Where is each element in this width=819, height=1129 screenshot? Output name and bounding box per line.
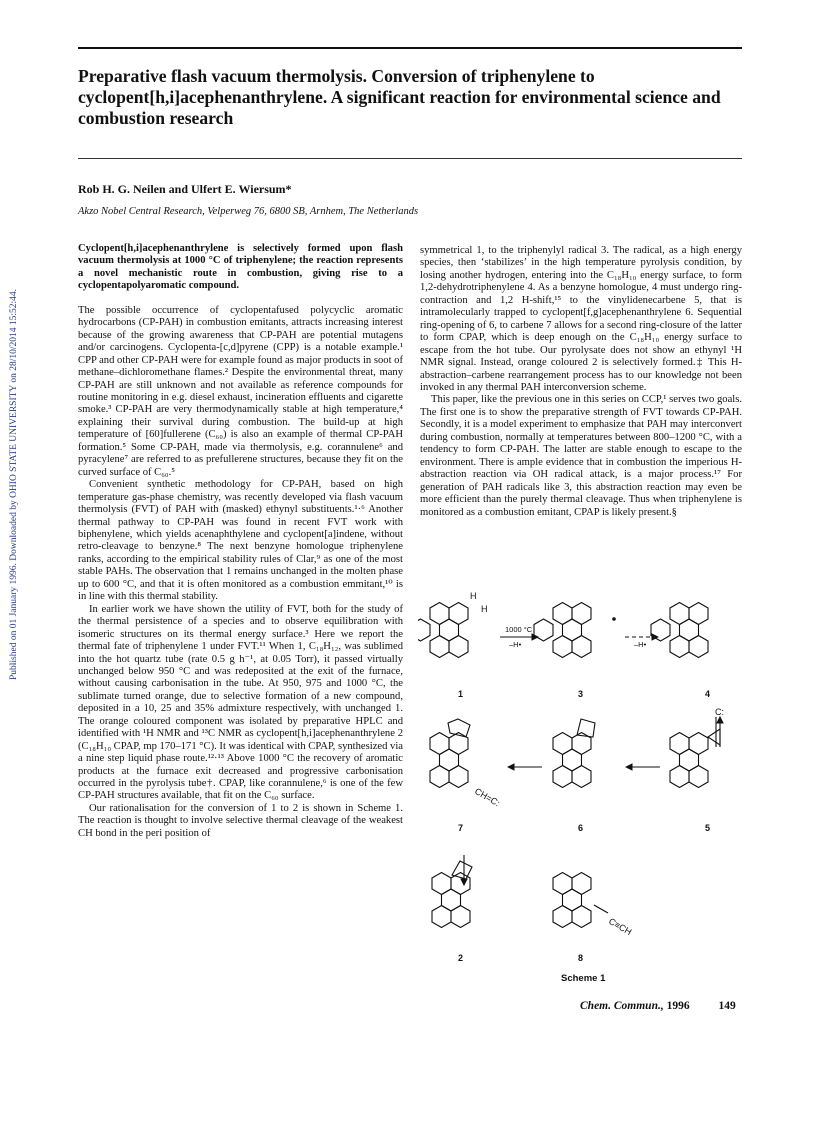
c-ch-label: C≡CH bbox=[607, 916, 634, 938]
compound-label-6: 6 bbox=[578, 823, 584, 833]
journal-year: 1996 bbox=[666, 1000, 690, 1012]
compound-3 bbox=[534, 603, 591, 658]
compound-4 bbox=[651, 603, 708, 658]
compound-6 bbox=[553, 719, 595, 788]
compound-label-7: 7 bbox=[458, 823, 464, 833]
compound-1 bbox=[418, 603, 468, 658]
body-paragraph: Our rationalisation for the conversion of 1 to 2 is shown in Scheme 1. The reaction is thought to involve selective thermal cleavage of the weakest CH bond in the peri position of bbox=[78, 802, 403, 839]
article-title: Preparative flash vacuum thermolysis. Conversion of triphenylene to cyclopent[h,i]acephenanthrylene. A significant reaction for environmental science and combustion research bbox=[78, 66, 721, 128]
compound-label-3: 3 bbox=[578, 689, 584, 699]
title-rule bbox=[78, 158, 742, 159]
body-paragraph: In earlier work we have shown the utility of FVT, both for the study of the thermal persistence of a species and to observe equilibration with isomeric structures on its thermal energy surface.³ Here we report the thermal fate of triphenylene 1 under FVT.¹¹ When 1, C₁₈H₁₂, was sublimed into the hot quartz tube (rate 0.5 g h⁻¹, at 0.05 Torr), it passed virtually unchanged below 950 °C and was redeposited at the exit of the furnace, without causing carbonisation in the tube. At 950, 975 and 1000 °C, the sublimate turned orange, due to selective formation of a new compound, deposited in a 10, 25 and 35% admixture respectively, with unchanged 1. The orange coloured component was isolated by preparative HPLC and identified with ¹H NMR and ¹³C NMR as cyclopent[h,i]acephenanthrylene 2 (C₁₈H₁₀ CPAP, mp 170–171 °C). It was identical with CPAP, synthesized via a nine step liquid phase route.¹²·¹³ Above 1000 °C the recovery of aromatic products at the furnace exit decreased and progressive carbonisation occurred in the pyrolysis tube†. CPAP, like corannulene,⁶ is one of the few CP-PAH structures available, that fit on the C₆₀ surface. bbox=[78, 603, 403, 802]
affiliation: Akzo Nobel Central Research, Velperweg 76, 6800 SB, Arnhem, The Netherlands bbox=[78, 206, 419, 217]
atom-h-label: H bbox=[470, 591, 477, 601]
compound-label-1: 1 bbox=[458, 689, 464, 699]
ch-c-label: CH=C: bbox=[473, 786, 502, 809]
compound-label-4: 4 bbox=[705, 689, 711, 699]
scheme-drawing bbox=[418, 587, 744, 992]
page-footer bbox=[580, 1000, 736, 1012]
arrow1-top-label: 1000 °C bbox=[505, 625, 533, 634]
body-paragraph: symmetrical 1, to the triphenylyl radical 3. The radical, as a high energy species, then ‘stabilizes’ in the high temperature pyrolysis condition, by losing another hydrogen, entering into the C₁₈H₁₀ energy surface, to form 1,2-dehydrotriphenylene 4. As a benzyne homologue, 4 must undergo ring-contraction and 1,2 H-shift,¹⁵ to the vinylidenecarbene 5, that is intramolecularly trapped to cyclopent[f,g]acephenanthrylene 6. Sequential ring-opening of 6, to carbene 7 allows for a second ring-closure of the latter to form CPAP, which is deep enough on the C₁₈H₁₀ energy surface to escape from the hot tube. Our pyrolysate does not show an ethynyl ¹H NMR signal. Instead, orange coloured 2 is selectively formed.‡ This H-abstraction–carbene rearrangement process has to our knowledge not been invoked in any thermal PAH interconversion scheme. bbox=[420, 245, 742, 393]
compound-5 bbox=[670, 729, 720, 788]
page-number: 149 bbox=[718, 1000, 736, 1012]
journal-name: Chem. Commun., bbox=[580, 1000, 664, 1012]
ethynyl-bond bbox=[594, 905, 608, 913]
author-list: Rob H. G. Neilen and Ulfert E. Wiersum* bbox=[78, 182, 292, 196]
watermark-text: Published on 01 January 1996. Downloaded by OHIO STATE UNIVERSITY on 28/10/2014 15:52:44. bbox=[9, 289, 19, 680]
arrow2-bottom-label: –H• bbox=[634, 640, 647, 649]
right-column bbox=[420, 245, 742, 519]
download-watermark bbox=[2, 220, 19, 680]
body-paragraph: Convenient synthetic methodology for CP-PAH, based on high temperature gas-phase chemistry, was recently developed via flash vacuum thermolysis (FVT) of PAH with (masked) ethynyl substituents.¹·⁶ Another thermal pathway to CP-PAH was found in recent FVT work with biphenylene, which yields acenaphthylene and cyclopent[a]indene, without retro-cleavage to benzyne.⁸ The next benzyne homologue triphenylene ranks, according to the empirical stability rules of Clar,⁹ as one of the most stable PAHs. The observation that 1 remains unchanged in the molten phase up to 600 °C, and that it is often monitored as a combustion emmitant,¹⁰ is in line with this thermal stability. bbox=[78, 479, 403, 603]
radical-dot bbox=[612, 617, 616, 621]
left-column bbox=[78, 243, 403, 840]
carbene-label: C: bbox=[715, 707, 724, 717]
compound-2 bbox=[432, 861, 472, 928]
scheme-caption: Scheme 1 bbox=[561, 973, 606, 984]
body-paragraph: This paper, like the previous one in this series on CCP,¹ serves two goals. The first one is to show the preparative strength of FVT towards CP-PAH. Secondly, it is a model experiment to emphasize that PAH may interconvert during combustion, normally at temperatures between 800–1200 °C, with a tendency to form CP-PAH. The latter are stable enough to escape to the environment. There is ample evidence that in combustion the imperious H-abstraction reaction via OH radical attack, is a major process.¹⁷ For generation of PAH radicals like 3, this abstraction reaction may even be more efficient than the purely thermal cleavage. Thus when triphenylene is monitored as a combustion emitant, CPAP is likely present.§ bbox=[420, 394, 742, 518]
atom-h-label: H bbox=[481, 604, 488, 614]
compound-label-2: 2 bbox=[458, 953, 464, 963]
compound-label-8: 8 bbox=[578, 953, 584, 963]
arrow1-bottom-label: –H• bbox=[509, 640, 522, 649]
reaction-scheme bbox=[418, 587, 744, 992]
compound-7 bbox=[430, 719, 470, 788]
top-rule bbox=[78, 47, 742, 49]
compound-8 bbox=[553, 873, 591, 928]
abstract: Cyclopent[h,i]acephenanthrylene is selectively formed upon flash vacuum thermolysis at 1000 °C of triphenylene; the reaction represents a novel mechanistic route in combustion, giving rise to a cyclopentapolyaromatic compound. bbox=[78, 243, 403, 292]
body-paragraph: The possible occurrence of cyclopentafused polycyclic aromatic hydrocarbons (CP-PAH) in combustion emitants, attracts increasing interest because of the growing awareness that CP-PAH are potential mutagens and/or carcinogens. Cyclopenta-[c,d]pyrene (CPP) is a notable example.¹ CPP and other CP-PAH were for example found as major products in soot of methane–dichloromethane flames.² Despite the environmental threat, many CP-PAH are still unknown and not available as reference compounds for routine monitoring in e.g. diesel exhaust, incineration effluents and cigarette smoke.³ CP-PAH are very thermodynamically stable at high temperature,⁴ explaining their survival during combustion. The build-up at high temperature of [60]fullerene (C₆₀) is also an example of thermal CP-PAH formation.⁵ Some CP-PAH, made via thermolysis, e.g. corannulene⁶ and pyracylene⁷ are referred to as prefullerene structures, because they fit on the curved surface of C₆₀.⁵ bbox=[78, 304, 403, 478]
compound-label-5: 5 bbox=[705, 823, 711, 833]
